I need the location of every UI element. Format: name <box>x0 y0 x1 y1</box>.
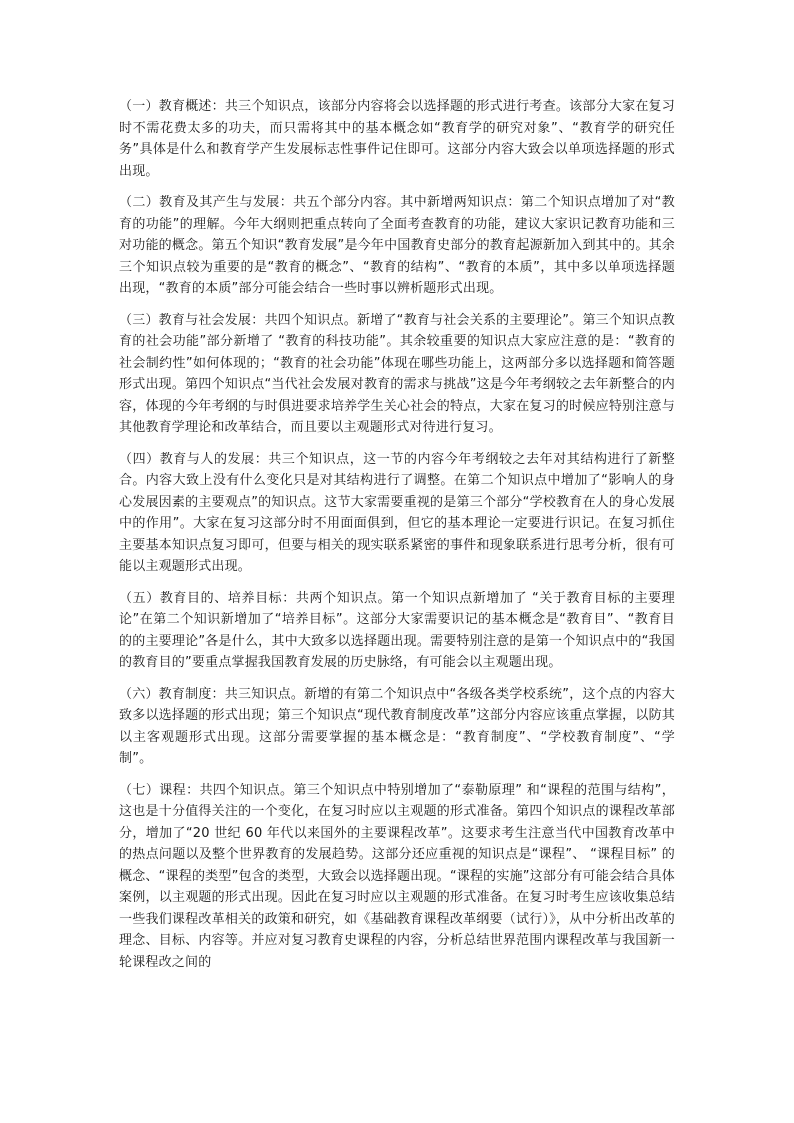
paragraph-education-overview: （一）教育概述：共三个知识点，该部分内容将会以选择题的形式进行考查。该部分大家在复习时不需花费太多的功夫，而只需将其中的基本概念如“教育学的研究对象”、“教育学的研究任务”具体是什么和教育学产生发展标志性事件记住即可。这部分内容大致会以单项选择题的形式出现。 <box>119 99 675 179</box>
paragraph-curriculum: （七）课程：共四个知识点。第三个知识点中特别增加了“泰勒原理” 和“课程的范围与结构”，这也是十分值得关注的一个变化，在复习时应以主观题的形式准备。第四个知识点的课程改革部分，增加了“20 世纪 60 年代以来国外的主要课程改革”。这要求考生注意当代中国教育改革中的热点问题以及整个世界教育的发展趋势。这部分还应重视的知识点是“课程”、 “课程目标” 的概念、“课程的类型”包含的类型，大致会以选择题出现。“课程的实施”这部分有可能会结合具体案例，以主观题的形式出现。因此在复习时应以主观题的形式准备。在复习时考生应该收集总结一些我们课程改革相关的政策和研究，如《基础教育课程改革纲要（试行）》，从中分析出改革的理念、目标、内容等。并应对复习教育史课程的内容，分析总结世界范围内课程改革与我国新一轮课程改之间的 <box>119 782 675 970</box>
paragraph-education-social-development: （三）教育与社会发展：共四个知识点。新增了“教育与社会关系的主要理论”。第三个知识点教育的社会功能”部分新增了 “教育的科技功能”。其余较重要的知识点大家应注意的是：“教育的社会制约性”如何体现的；“教育的社会功能”体现在哪些功能上，这两部分多以选择题和简答题形式出现。第四个知识点“当代社会发展对教育的需求与挑战”这是今年考纲较之去年新整合的内容，体现的今年考纲的与时俱进要求培养学生关心社会的特点，大家在复习的时候应特别注意与其他教育学理论和改革结合，而且要以主观题形式对待进行复习。 <box>119 312 675 435</box>
paragraph-education-goals: （五）教育目的、培养目标：共两个知识点。第一个知识点新增加了 “关于教育目标的主要理论”在第二个知识新增加了“培养目标”。这部分大家需要识记的基本概念是“教育目”、“教育目的的主要理论”各是什么，其中大致多以选择题出现。需要特别注意的是第一个知识点中的“我国的教育目的”要重点掌握我国教育发展的历史脉络，有可能会以主观题出现。 <box>119 590 675 670</box>
paragraph-education-origin-development: （二）教育及其产生与发展：共五个部分内容。其中新增两知识点：第二个知识点增加了对“教育的功能”的理解。今年大纲则把重点转向了全面考查教育的功能，建议大家识记教育功能和三对功能的概念。第五个知识“教育发展”是今年中国教育史部分的教育起源新加入到其中的。其余三个知识点较为重要的是“教育的概念”、“教育的结构”、“教育的本质”，其中多以单项选择题出现，“教育的本质”部分可能会结合一些时事以辨析题形式出现。 <box>119 195 675 296</box>
paragraph-education-system: （六）教育制度：共三知识点。新增的有第二个知识点中“各级各类学校系统”，这个点的内容大致多以选择题的形式出现；第三个知识点“现代教育制度改革”这部分内容应该重点掌握，以防其以主客观题形式出现。这部分需要掌握的基本概念是：“教育制度”、“学校教育制度”、“学制”。 <box>119 686 675 766</box>
paragraph-education-human-development: （四）教育与人的发展：共三个知识点，这一节的内容今年考纲较之去年对其结构进行了新整合。内容大致上没有什么变化只是对其结构进行了调整。在第二个知识点中增加了“影响人的身心发展因素的主要观点”的知识点。这节大家需要重视的是第三个部分“学校教育在人的身心发展中的作用”。大家在复习这部分时不用面面俱到，但它的基本理论一定要进行识记。在复习抓住主要基本知识点复习即可，但要与相关的现实联系紧密的事件和现象联系进行思考分析，很有可能以主观题形式出现。 <box>119 451 675 574</box>
document-body <box>119 96 675 983</box>
